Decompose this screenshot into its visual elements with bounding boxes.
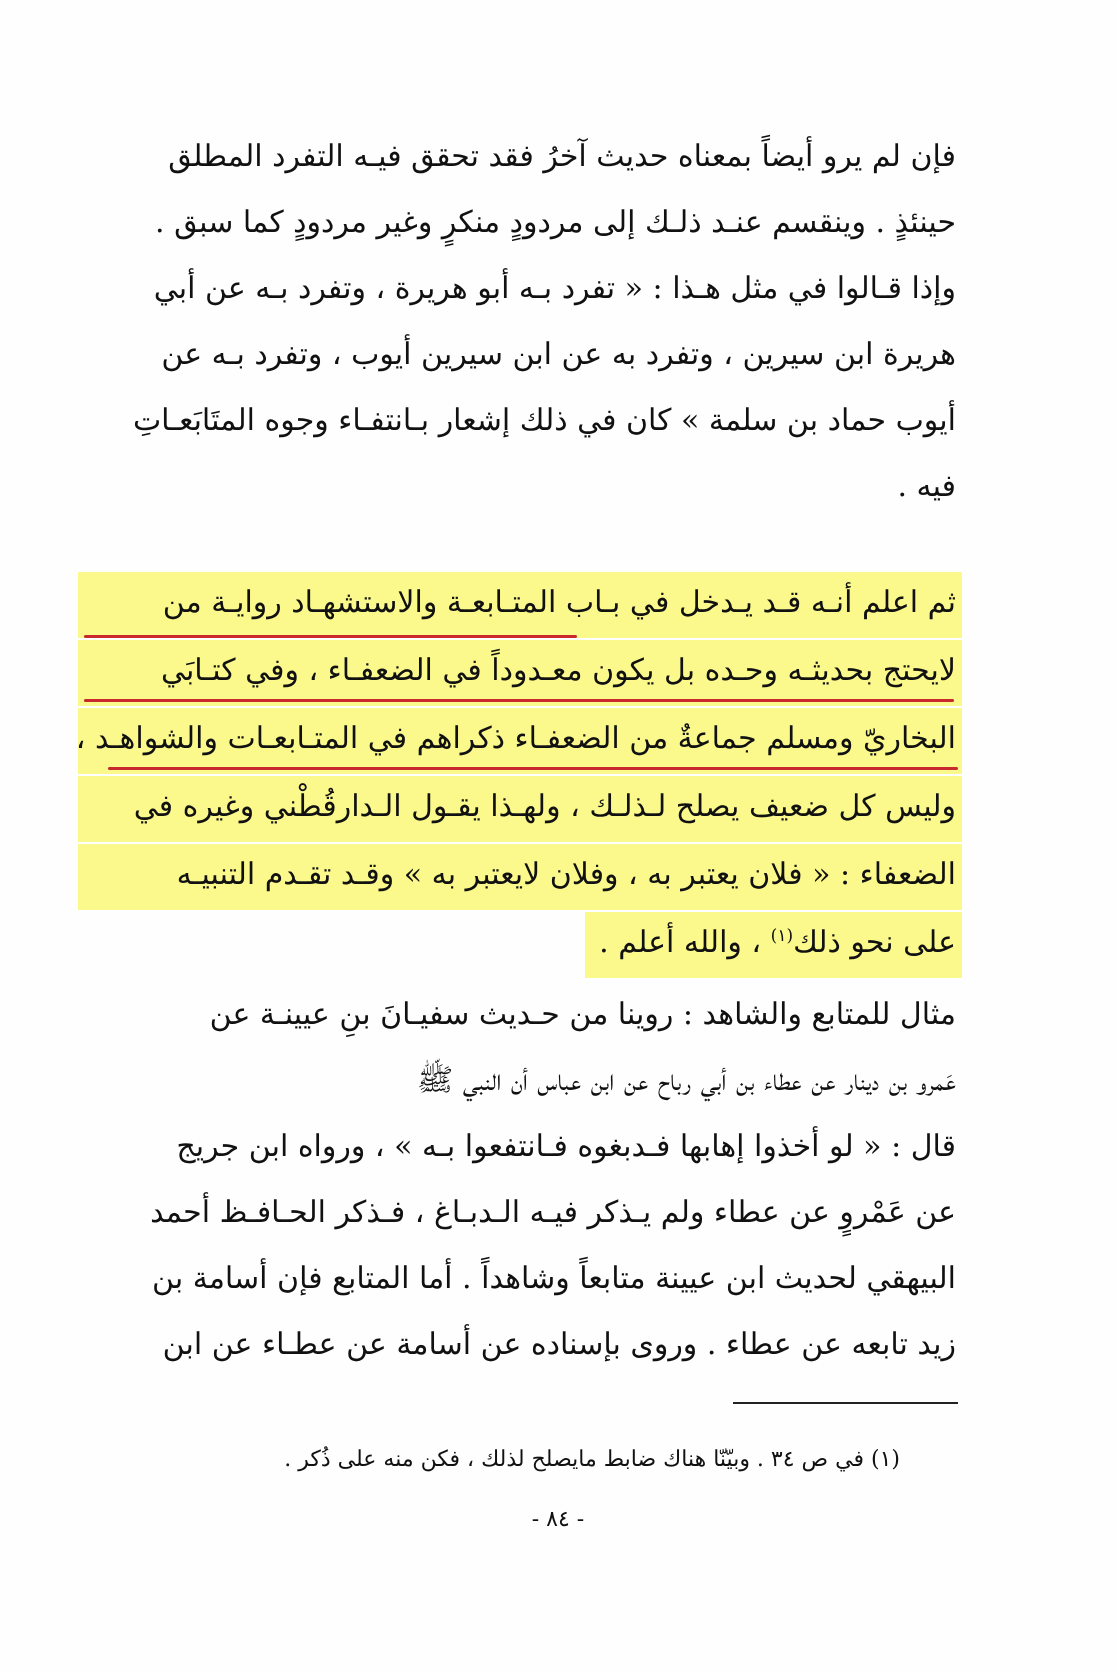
highlighted-line-2 (78, 640, 962, 708)
paragraph-3-line-5: البيهقي لحديث ابن عيينة متابعاً وشاهداً . أما المتابع فإن أسامة بن (152, 1261, 956, 1296)
highlighted-line-6 (585, 912, 962, 980)
paragraph-3-line-6: زيد تابعه عن عطاء . وروى بإسناده عن أسامة عن عطـاء عن ابن (162, 1327, 956, 1362)
highlighted-line-5 (78, 844, 962, 912)
highlighted-line-5-text: الضعفاء : « فلان يعتبر به ، وفلان لايعتبر به » وقـد تقـدم التنبيـه (176, 857, 956, 892)
red-underline-1 (84, 635, 577, 638)
paragraph-3-line-2: عَمرو بن دينار عن عطاء بن أبي رباح عن ابن عباس أن النبي ﷺ (416, 1063, 956, 1098)
highlighted-line-3-text: البخاريّ ومسلم جماعةٌ من الضعفـاء ذكراهم في المتـابعـات والشواهـد ، (75, 721, 956, 756)
paragraph-1-line-2: حينئذٍ . وينقسم عنـد ذلـك إلى مردودٍ منكرٍ وغير مردودٍ كما سبق . (155, 205, 956, 240)
paragraph-1-line-4: هريرة ابن سيرين ، وتفرد به عن ابن سيرين أيوب ، وتفرد بـه عن (161, 337, 956, 372)
paragraph-3-line-3: قال : « لو أخذوا إهابها فـدبغوه فـانتفعوا بـه » ، ورواه ابن جريج (176, 1129, 956, 1164)
paragraph-3-line-4: عن عَمْروٍ عن عطاء ولم يـذكر فيـه الـدبـاغ ، فـذكر الحـافـظ أحمد (150, 1195, 956, 1230)
paragraph-3 (88, 982, 956, 1378)
highlighted-line-2-text: لايحتج بحديثـه وحـده بل يكون معـدوداً في الضعفـاء ، وفي كتـابَي (160, 653, 956, 688)
paragraph-1-line-3: وإذا قـالوا في مثل هـذا : « تفرد بـه أبو هريرة ، وتفرد بـه عن أبي (153, 271, 956, 306)
paragraph-1 (88, 124, 956, 520)
footnote-rule (733, 1402, 958, 1404)
highlighted-paragraph (75, 572, 962, 980)
highlighted-line-4-text: وليس كل ضعيف يصلح لـذلـك ، ولهـذا يقـول الـدارقُطْني وغيره في (133, 789, 956, 824)
highlighted-line-6-text: على نحو ذلك (793, 925, 956, 960)
highlighted-line-1-text: ثم اعلم أنـه قـد يـدخل في بـاب المتـابعـة والاستشهـاد روايـة من (162, 585, 956, 620)
red-underline-3 (108, 767, 958, 770)
highlighted-line-3 (75, 708, 962, 776)
paragraph-1-line-1: فإن لم يرو أيضاً بمعناه حديث آخرُ فقد تحقق فيـه التفرد المطلق (168, 139, 956, 174)
highlighted-line-4 (78, 776, 962, 844)
red-underline-2 (84, 699, 954, 702)
page-number: - ٨٤ - (531, 1507, 585, 1532)
highlighted-line-6-tail: ، والله أعلم . (599, 925, 762, 960)
footnote-reference: (١) (770, 926, 794, 946)
highlighted-line-6-wrap (78, 912, 962, 980)
footnote: (١) في ص ٣٤ . وبيّنّا هناك ضابط مايصلح لذلك ، فكن منه على ذُكر . (284, 1447, 900, 1472)
paragraph-1-line-5: أيوب حماد بن سلمة » كان في ذلك إشعار بـانتفـاء وجوه المتَابَعـاتِ (132, 403, 956, 438)
highlighted-line-1 (78, 572, 962, 640)
paragraph-1-line-6: فيه . (897, 469, 956, 504)
paragraph-3-line-1: مثال للمتابع والشاهد : روينا من حـديث سفيـانَ بنِ عيينـة عن (209, 997, 956, 1032)
